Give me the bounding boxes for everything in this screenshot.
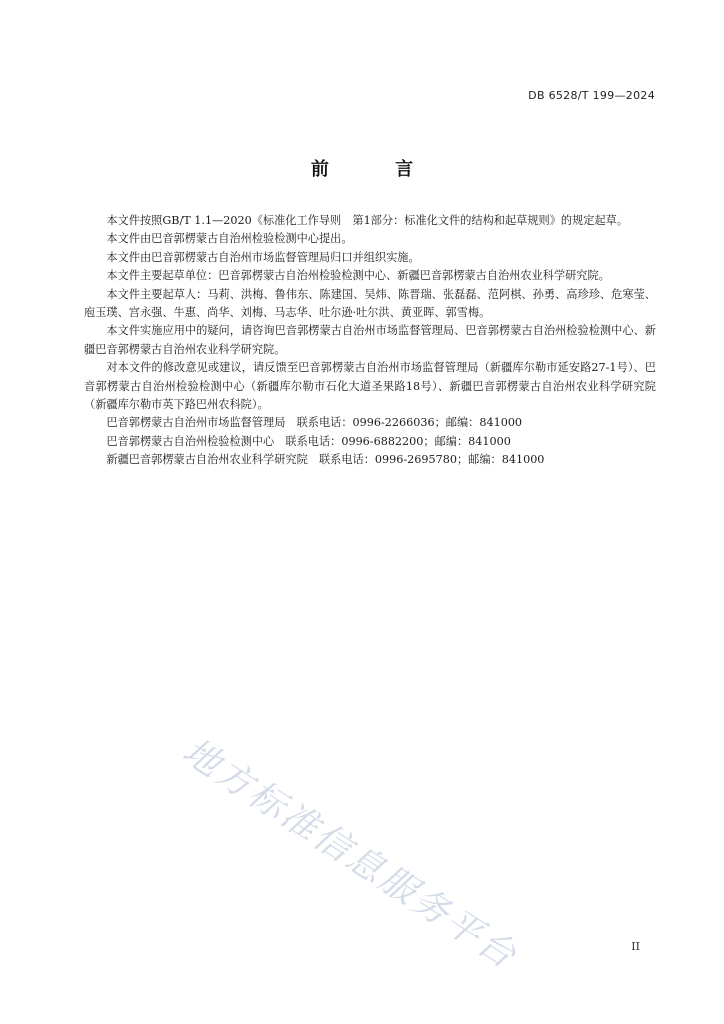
foreword-body (84, 212, 656, 470)
contact-line: 新疆巴音郭楞蒙古自治州农业科学研究院 联系电话：0996-2695780；邮编：841000 (106, 453, 545, 467)
page-number: II (631, 940, 640, 953)
watermark-text: 地方标准信息服务平台 (175, 730, 525, 978)
paragraph-drafters: 本文件主要起草人：马莉、洪梅、鲁伟东、陈建国、吴炜、陈晋瑞、张磊磊、范阿棋、孙勇、高珍珍、危寒莹、庖玉璞、宫永强、牛惠、尚华、刘梅、马志华、吐尔逊·吐尔洪、黄亚晖、郭雪梅。 (84, 287, 656, 320)
contact-line: 巴音郭楞蒙古自治州检验检测中心 联系电话：0996-6882200；邮编：841000 (106, 434, 511, 448)
paragraph-administrator: 本文件由巴音郭楞蒙古自治州市场监督管理局归口并组织实施。 (106, 250, 420, 264)
section-title: 前 言 (310, 159, 444, 180)
paragraph-drafting-units: 本文件主要起草单位：巴音郭楞蒙古自治州检验检测中心、新疆巴音郭楞蒙古自治州农业科学研究院。 (106, 269, 610, 283)
document-code: DB 6528/T 199—2024 (528, 89, 655, 102)
paragraph-proposer: 本文件由巴音郭楞蒙古自治州检验检测中心提出。 (106, 232, 353, 246)
paragraph-feedback: 对本文件的修改意见或建议，请反馈至巴音郭楞蒙古自治州市场监督管理局（新疆库尔勒市延安路27-1号）、巴音郭楞蒙古自治州检验检测中心（新疆库尔勒市石化大道圣果路18号）、新疆巴音郭楞蒙古自治州农业科学研究院（新疆库尔勒市英下路巴州农科院）。 (84, 361, 656, 412)
paragraph-inquiries: 本文件实施应用中的疑问，请咨询巴音郭楞蒙古自治州市场监督管理局、巴音郭楞蒙古自治州检验检测中心、新疆巴音郭楞蒙古自治州农业科学研究院。 (84, 324, 656, 356)
contact-line: 巴音郭楞蒙古自治州市场监督管理局 联系电话：0996-2266036；邮编：841000 (106, 416, 523, 430)
paragraph-drafting-rules: 本文件按照GB/T 1.1—2020《标准化工作导则 第1部分：标准化文件的结构和起草规则》的规定起草。 (106, 214, 629, 227)
